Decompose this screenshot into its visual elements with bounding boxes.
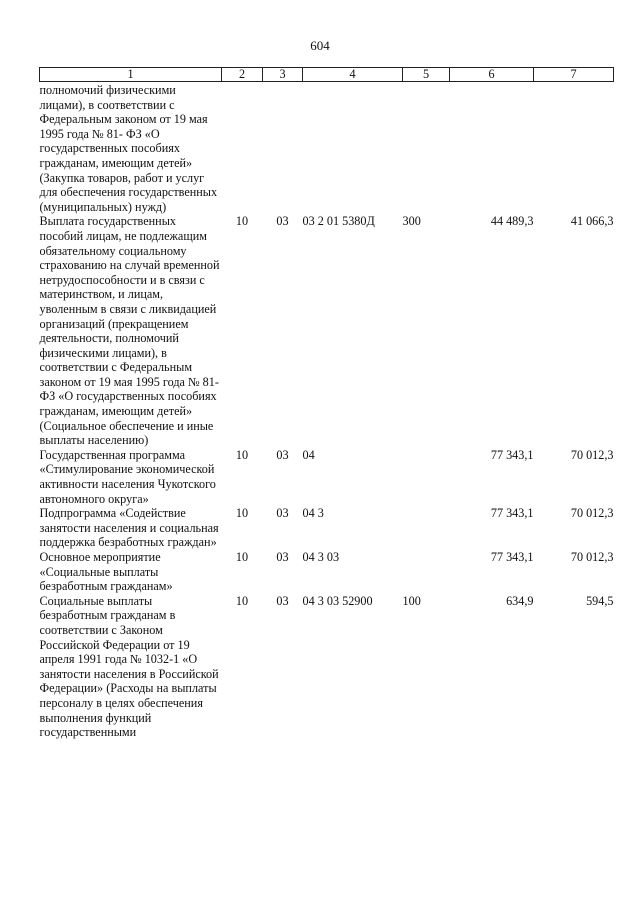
row-expense-type bbox=[403, 550, 450, 594]
header-col-1: 1 bbox=[40, 68, 222, 82]
row-target-code: 04 bbox=[302, 447, 315, 462]
row-section: 10 bbox=[235, 506, 249, 521]
row-amount-1 bbox=[450, 82, 534, 215]
row-section: 10 bbox=[235, 447, 249, 462]
header-col-7: 7 bbox=[534, 68, 614, 82]
row-target-code: 04 3 bbox=[302, 506, 324, 521]
row-amount-2: 70 012,3 bbox=[570, 447, 614, 462]
row-subsection bbox=[263, 82, 303, 215]
row-amount-2: 70 012,3 bbox=[570, 506, 614, 521]
row-section: 10 bbox=[235, 550, 249, 564]
row-expense-type: 300 bbox=[402, 214, 421, 229]
row-amount-2 bbox=[534, 82, 614, 215]
row-amount-1: 44 489,3 bbox=[490, 214, 534, 229]
header-col-2: 2 bbox=[222, 68, 263, 82]
row-amount-1: 77 343,1 bbox=[490, 447, 534, 462]
row-amount-1: 77 343,1 bbox=[490, 506, 534, 521]
row-expense-type bbox=[403, 448, 450, 506]
row-target-code: 03 2 01 5380Д bbox=[302, 214, 375, 229]
table-header bbox=[40, 68, 614, 82]
row-amount-2: 41 066,3 bbox=[570, 214, 614, 229]
header-col-5: 5 bbox=[403, 68, 450, 82]
row-amount-1: 634,9 bbox=[506, 593, 534, 608]
row-section bbox=[222, 82, 263, 215]
row-name: Основное мероприятие «Социальные выплаты безработным гражданам» bbox=[39, 550, 173, 594]
page-number: 604 bbox=[310, 38, 330, 53]
row-section: 10 bbox=[235, 593, 249, 608]
table-row bbox=[40, 506, 614, 550]
row-subsection: 03 bbox=[276, 447, 289, 462]
row-target-code: 04 3 03 bbox=[302, 550, 340, 564]
row-target-code bbox=[303, 82, 403, 215]
row-expense-type bbox=[403, 506, 450, 550]
table-row bbox=[40, 82, 614, 215]
row-subsection: 03 bbox=[276, 593, 289, 608]
row-subsection: 03 bbox=[276, 506, 289, 521]
row-subsection: 03 bbox=[276, 550, 289, 564]
row-name: Социальные выплаты безработным гражданам в соответствии с Законом Российской Федерации от 19 апреля 1991 года № 1032-1 «О занятости населения в Российской Федерации» (Расходы на выплаты персоналу в целях обеспечения выполнения функций государственными bbox=[39, 593, 219, 740]
header-col-4: 4 bbox=[303, 68, 403, 82]
table-row bbox=[40, 594, 614, 740]
table-body bbox=[40, 82, 614, 740]
header-col-3: 3 bbox=[263, 68, 303, 82]
row-amount-2: 70 012,3 bbox=[570, 550, 614, 564]
row-expense-type bbox=[403, 82, 450, 215]
row-section: 10 bbox=[235, 214, 249, 229]
row-target-code: 04 3 03 52900 bbox=[302, 593, 373, 608]
row-name: полномочий физическими лицами), в соответствии с Федеральным законом от 19 мая 1995 года № 81- ФЗ «О государственных пособиях гражданам, имеющим детей» (Закупка товаров, работ и услуг для обеспечения государственных (муниципальных) нужд) bbox=[39, 83, 218, 214]
row-amount-1: 77 343,1 bbox=[490, 550, 534, 564]
row-expense-type: 100 bbox=[402, 593, 421, 608]
table-row bbox=[40, 448, 614, 506]
table-row bbox=[40, 214, 614, 448]
header-row bbox=[40, 68, 614, 82]
row-subsection: 03 bbox=[276, 214, 289, 229]
budget-table bbox=[39, 67, 614, 740]
row-amount-2: 594,5 bbox=[586, 593, 614, 608]
row-name: Подпрограмма «Содействие занятости населения и социальная поддержка безработных граждан» bbox=[39, 506, 219, 550]
row-name: Государственная программа «Стимулирование экономической активности населения Чукотского автономного округа» bbox=[39, 447, 216, 506]
row-name: Выплата государственных пособий лицам, не подлежащим обязательному социальному страхованию на случай временной нетрудоспособности и в связи с материнством, и лицам, уволенным в связи с ликвидацией организаций (прекращением деятельности, полномочий физическими лицами), в соответствии с Федеральным законом от 19 мая 1995 года № 81- ФЗ «О государственных пособиях гражданам, имеющим детей» (Социальное обеспечение и иные выплаты населению) bbox=[39, 214, 220, 448]
header-col-6: 6 bbox=[450, 68, 534, 82]
table-row bbox=[40, 550, 614, 594]
